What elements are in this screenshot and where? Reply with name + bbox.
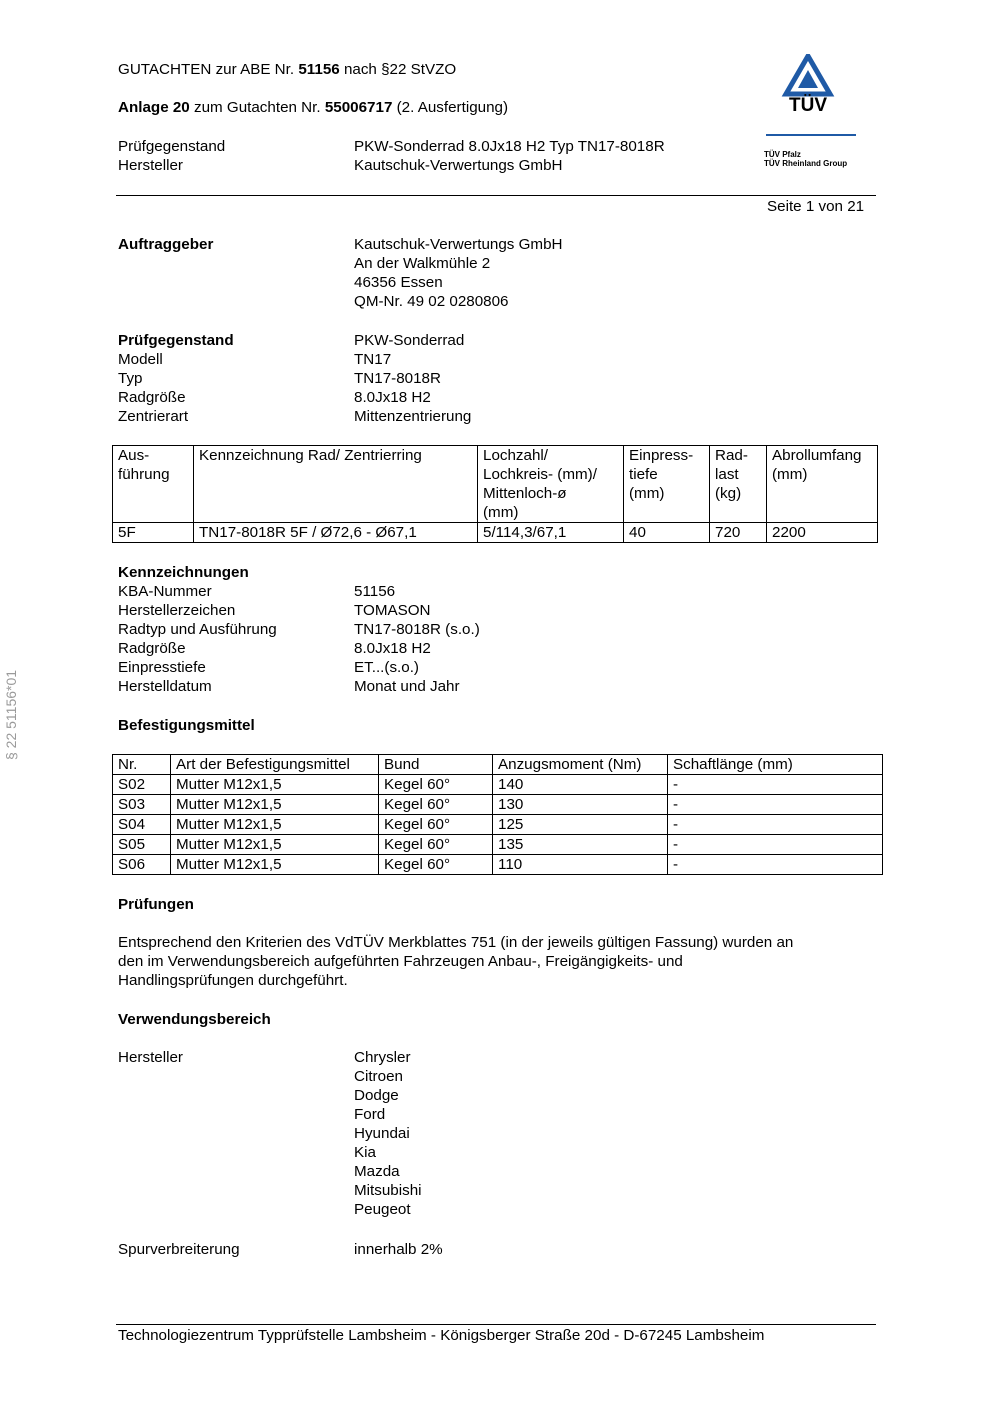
befestigung-table xyxy=(112,754,883,875)
table-row: S02 Mutter M12x1,5 Kegel 60° 140 - xyxy=(113,775,883,795)
gutachten-number: 55006717 xyxy=(324,99,393,116)
spur-label: Spurverbreiterung xyxy=(118,1241,240,1258)
cell: 40 xyxy=(624,523,710,543)
tuev-logo xyxy=(760,54,860,168)
col-ausfuehrung: Aus- führung xyxy=(113,446,194,523)
table-row xyxy=(113,523,878,543)
kennzeichnungen-values: 51156 TOMASON TN17-8018R (s.o.) 8.0Jx18 H2 ET...(s.o.) Monat und Jahr xyxy=(354,583,480,695)
cell: TN17-8018R 5F / Ø72,6 - Ø67,1 xyxy=(194,523,478,543)
hersteller-label: Hersteller xyxy=(118,157,183,174)
page-number: Seite 1 von 21 xyxy=(767,198,865,215)
header-rule xyxy=(116,195,876,196)
wheel-table xyxy=(112,445,878,543)
svg-text:TÜV: TÜV xyxy=(789,95,827,114)
logo-rule xyxy=(766,134,856,136)
spur-value: innerhalb 2% xyxy=(354,1241,443,1258)
list-item: Hyundai xyxy=(354,1125,410,1142)
table-row: S04 Mutter M12x1,5 Kegel 60° 125 - xyxy=(113,815,883,835)
cell: 720 xyxy=(710,523,767,543)
header-line-2 xyxy=(118,98,508,117)
list-item: Chrysler xyxy=(354,1049,411,1066)
table-row: S05 Mutter M12x1,5 Kegel 60° 135 - xyxy=(113,835,883,855)
col-radlast: Rad- last (kg) xyxy=(710,446,767,523)
header-line-1-suffix: nach §22 StVZO xyxy=(339,61,457,78)
col-einpresstiefe: Einpress- tiefe (mm) xyxy=(624,446,710,523)
cell: 2200 xyxy=(767,523,878,543)
list-item: Dodge xyxy=(354,1087,399,1104)
table-row: S06 Mutter M12x1,5 Kegel 60° 110 - xyxy=(113,855,883,875)
list-item: Peugeot xyxy=(354,1201,411,1218)
col-schaftlaenge: Schaftlänge (mm) xyxy=(668,755,883,775)
table-row: S03 Mutter M12x1,5 Kegel 60° 130 - xyxy=(113,795,883,815)
ausfertigung: (2. Ausfertigung) xyxy=(392,99,509,116)
list-item: Kia xyxy=(354,1144,376,1161)
anlage-label: Anlage 20 xyxy=(118,99,190,116)
footer-rule xyxy=(116,1324,876,1325)
auftraggeber-label: Auftraggeber xyxy=(118,236,214,253)
kennzeichnungen-title: Kennzeichnungen xyxy=(118,564,249,581)
kennzeichnungen-labels: Kennzeichnungen KBA-Nummer Herstellerzeichen Radtyp und Ausführung Radgröße Einpresstiefe Herstelldatum xyxy=(118,564,277,695)
header-line-2-text: zum Gutachten Nr. xyxy=(189,99,325,116)
col-art: Art der Befestigungsmittel xyxy=(171,755,379,775)
verwendung-hersteller-list xyxy=(354,1048,422,1219)
pruefgegenstand-labels: Prüfgegenstand Modell Typ Radgröße Zentrierart xyxy=(118,332,234,425)
befestigung-title: Befestigungsmittel xyxy=(118,717,255,734)
col-nr: Nr. xyxy=(113,755,171,775)
col-kennzeichnung: Kennzeichnung Rad/ Zentrierring xyxy=(194,446,478,523)
footer-address: Technologiezentrum Typprüfstelle Lambsheim - Königsberger Straße 20d - D-67245 Lambsheim xyxy=(118,1327,765,1344)
list-item: Citroen xyxy=(354,1068,403,1085)
cell: 5/114,3/67,1 xyxy=(478,523,624,543)
verwendung-title: Verwendungsbereich xyxy=(118,1011,271,1028)
list-item: Ford xyxy=(354,1106,386,1123)
list-item: Mitsubishi xyxy=(354,1182,422,1199)
auftraggeber-address: Kautschuk-Verwertungs GmbH An der Walkmühle 2 46356 Essen QM-Nr. 49 02 0280806 xyxy=(354,236,563,310)
table-header-row xyxy=(113,755,883,775)
pruefgegenstand-values: PKW-Sonderrad TN17 TN17-8018R 8.0Jx18 H2 Mittenzentrierung xyxy=(354,332,472,425)
header-line-1 xyxy=(118,60,456,79)
pruefungen-title: Prüfungen xyxy=(118,896,194,913)
logo-sub: TÜV Pfalz TÜV Rheinland Group xyxy=(764,150,848,168)
pg-label: Prüfgegenstand xyxy=(118,138,226,155)
pg-value: PKW-Sonderrad 8.0Jx18 H2 Typ TN17-8018R xyxy=(354,138,665,155)
pruefungen-paragraph: Entsprechend den Kriterien des VdTÜV Merkblattes 751 (in der jeweils gültigen Fassung) wurden an den im Verwendungsbereich aufgeführten Fahrzeugen Anbau-, Freigängigkeits- und Handlingsprüfungen durchgeführt. xyxy=(118,934,794,989)
col-abrollumfang: Abrollumfang (mm) xyxy=(767,446,878,523)
list-item: Mazda xyxy=(354,1163,400,1180)
col-lochzahl: Lochzahl/ Lochkreis- (mm)/ Mittenloch-ø (mm) xyxy=(478,446,624,523)
cell: 5F xyxy=(113,523,194,543)
col-anzugsmoment: Anzugsmoment (Nm) xyxy=(493,755,668,775)
side-stamp: § 22 51156*01 xyxy=(3,669,19,760)
abe-number: 51156 xyxy=(298,61,340,78)
header-line-1-text: GUTACHTEN zur ABE Nr. xyxy=(118,61,299,78)
hersteller-value: Kautschuk-Verwertungs GmbH xyxy=(354,157,563,174)
tuev-triangle-icon xyxy=(760,54,860,114)
verwendung-hersteller-label: Hersteller xyxy=(118,1049,183,1066)
table-header-row xyxy=(113,446,878,523)
col-bund: Bund xyxy=(379,755,493,775)
